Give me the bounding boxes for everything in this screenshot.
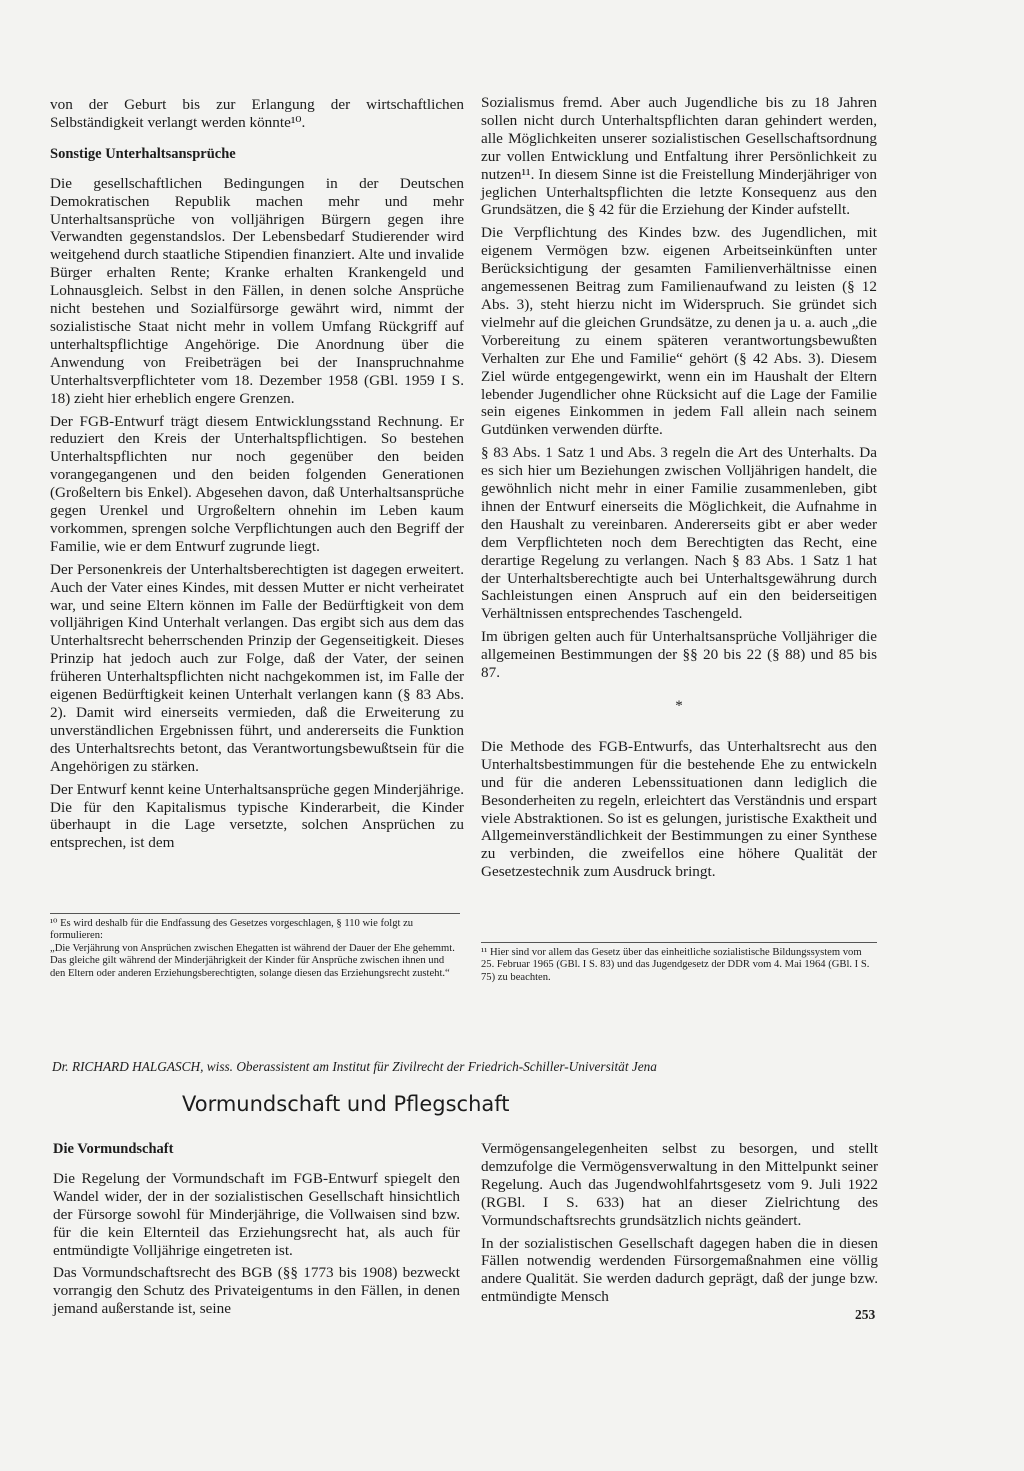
footnote-10-quote: „Die Verjährung von Ansprüchen zwischen Ehegatten ist während der Dauer der Ehe gehemmt. Das gleiche gilt während der Minderjährigkeit der Kinder für Ansprüche zwischen ihnen und den Eltern oder anderen Erziehungsberechtigten, solange diesen das Erziehungsrecht zusteht.“ bbox=[50, 942, 455, 979]
footnote-11-text: ¹¹ Hier sind vor allem das Gesetz über das einheitliche sozialistische Bildungssystem vom 25. Februar 1965 (GBl. I S. 83) und das Jugendgesetz der DDR vom 4. Mai 1964 (GBl. I S. 75) zu beachten. bbox=[481, 947, 870, 983]
left-paragraph-3: Der Personenkreis der Unterhaltsberechtigten ist dagegen erweitert. Auch der Vater eines Kindes, mit dessen Mutter er nicht verheiratet war, und seine Eltern können im Falle der Bedürftigkeit von dem volljährigen Kind Unterhalt verlangen. Das ergibt sich aus dem das Unterhaltsrecht beherrschenden Prinzip der Gegenseitigkeit. Dieses Prinzip hat jedoch auch zur Folge, daß der Vater, der seinen früheren Unterhaltspflichten nicht nachgekommen ist, im Falle der eigenen Bedürftigkeit keinen Unterhalt verlangen kann (§ 83 Abs. 2). Damit wird einerseits vermieden, daß die Erweiterung zu unverständlichen Ergebnissen führt, und andererseits die Funktion des Unterhaltsrechts betont, das Verantwortungsbewußtsein für die Angehörigen zu stärken. bbox=[50, 560, 464, 775]
left-paragraph-2: Der FGB-Entwurf trägt diesem Entwicklungsstand Rechnung. Er reduziert den Kreis der Unterhaltspflichtigen. So bestehen Unterhaltspflichten nur noch gegenüber den beiden vorangegangenen und den beiden folgenden Generationen (Großeltern bis Enkel). Abgesehen davon, daß Unterhaltsansprüche gegen Urenkel und Urgroßeltern ohnehin im Leben kaum vorkommen, sprengen solche Verpflichtungen auch den Begriff der Familie, wie er dem Entwurf zugrunde liegt. bbox=[50, 412, 464, 555]
author-byline: Dr. RICHARD HALGASCH, wiss. Oberassistent am Institut für Zivilrecht der Friedrich-Schiller-Universität Jena bbox=[52, 1059, 657, 1074]
article-left-paragraph-1: Die Regelung der Vormundschaft im FGB-Entwurf spiegelt den Wandel wider, der in der sozialistischen Gesellschaft hinsichtlich der Fürsorge sowohl für Minderjährige, die Vollwaisen sind bzw. für die kein Elternteil das Erziehungsrecht hat, als auch für entmündigte Volljährige eingetreten ist. bbox=[53, 1169, 460, 1259]
left-column bbox=[50, 96, 464, 857]
footnote-11 bbox=[481, 942, 877, 984]
article-right-column bbox=[481, 1140, 878, 1311]
section-separator: * bbox=[675, 698, 683, 714]
right-paragraph-2: Die Verpflichtung des Kindes bzw. des Jugendlichen, mit eigenem Vermögen bzw. eigenen Arbeitseinkünften unter Berücksichtigung der gesamten Familienverhältnisse einen angemessenen Beitrag zum Familienaufwand zu leisten (§ 12 Abs. 3), steht hierzu nicht im Widerspruch. Sie gründet sich vielmehr auf die gleichen Grundsätze, zu denen ja u. a. auch „die Vorbereitung zu einem späteren verantwortungsbewußten Verhalten zur Ehe und Familie“ gehört (§ 42 Abs. 3). Diesem Ziel würde entgegengewirkt, wenn ein im Haushalt der Eltern lebender Jugendlicher ohne Rücksicht auf die Lage der Familie sein eigenes Einkommen in jedem Fall allein nach seinem Gutdünken verwenden dürfte. bbox=[481, 224, 877, 439]
right-closing-paragraph: Die Methode des FGB-Entwurfs, das Unterhaltsrecht aus den Unterhaltsbestimmungen für die bestehende Ehe zu entwickeln und für die anderen Lebenssituationen dann lediglich die Besonderheiten zu regeln, erleichtert das Verständnis und erspart viele Abstraktionen. So ist es gelungen, juristische Exaktheit und Allgemeinverständlichkeit der Bestimmungen zu einer Synthese zu verbinden, die zweifellos eine höhere Qualität der Gesetzestechnik zum Ausdruck bringt. bbox=[481, 737, 877, 881]
footnote-10-intro: ¹⁰ Es wird deshalb für die Endfassung des Gesetzes vorgeschlagen, § 110 wie folgt zu formulieren: bbox=[50, 918, 414, 942]
footnote-10 bbox=[50, 913, 460, 980]
left-paragraph-1: Die gesellschaftlichen Bedingungen in der Deutschen Demokratischen Republik machen mehr und mehr Unterhaltsansprüche von volljährigen Bürgern gegen ihre Verwandten gegenstandslos. Der Lebensbedarf Studierender wird weitgehend durch staatliche Stipendien finanziert. Alte und invalide Bürger erhalten Rente; Kranke erhalten Krankengeld und Lohnausgleich. Selbst in den Fällen, in denen solche Ansprüche nicht bestehen und Sozialfürsorge gewährt wird, nimmt der sozialistische Staat nicht mehr in vollem Umfang Rückgriff auf unterhaltspflichtige Angehörige. Die Anordnung über die Anwendung von Freibeträgen bei der Inanspruchnahme Unterhaltsverpflichteter vom 18. Dezember 1958 (GBl. 1959 I S. 18) zieht hier erheblich engere Grenzen. bbox=[50, 174, 464, 407]
right-paragraph-3: § 83 Abs. 1 Satz 1 und Abs. 3 regeln die Art des Unterhalts. Da es sich hier um Beziehungen zwischen Volljährigen handelt, die gewöhnlich nicht mehr in einer Familie zusammenleben, gibt ihnen der Entwurf einerseits die Möglichkeit, die Aufnahme in den Haushalt zu vereinbaren. Andererseits gibt er aber weder dem Verpflichteten noch dem Berechtigten das Recht, eine derartige Regelung zu verlangen. Nach § 83 Abs. 1 Satz 1 hat der Unterhaltsberechtigte auch bei Unterhaltsgewährung durch Sachleistungen einen Anspruch auf ein den beiderseitigen Verhältnissen entsprechendes Taschengeld. bbox=[481, 444, 877, 623]
right-column bbox=[481, 94, 877, 886]
right-paragraph-4: Im übrigen gelten auch für Unterhaltsansprüche Volljähriger die allgemeinen Bestimmungen der §§ 20 bis 22 (§ 88) und 85 bis 87. bbox=[481, 628, 877, 682]
right-paragraph-1: Sozialismus fremd. Aber auch Jugendliche bis zu 18 Jahren sollen nicht durch Unterhaltspflichten daran gehindert werden, alle Möglichkeiten unserer sozialistischen Gesellschaftsordnung zur vollen Entwicklung und Entfaltung ihrer Persönlichkeit zu nutzen¹¹. In diesem Sinne ist die Freistellung Minderjähriger von jeglichen Unterhaltspflichten die letzte Konsequenz aus den Grundsätzen, die § 42 für die Erziehung der Kinder aufstellt. bbox=[481, 94, 877, 219]
article-left-column bbox=[53, 1141, 460, 1323]
article-right-paragraph-1: Vermögensangelegenheiten selbst zu besorgen, und stellt demzufolge die Vermögensverwaltung in den Mittelpunkt seiner Regelung. Auch das Jugendwohlfahrtsgesetz vom 9. Juli 1922 (RGBl. I S. 633) hat an dieser Zielrichtung des Vormundschaftsrechts grundsätzlich nichts geändert. bbox=[481, 1140, 878, 1229]
article-left-paragraph-2: Das Vormundschaftsrecht des BGB (§§ 1773 bis 1908) bezweckt vorrangig den Schutz des Privateigentums in den Fällen, in denen jemand außerstande ist, seine bbox=[53, 1264, 460, 1318]
page-number: 253 bbox=[855, 1307, 876, 1322]
section-heading: Sonstige Unterhaltsansprüche bbox=[50, 145, 236, 162]
article-right-paragraph-2: In der sozialistischen Gesellschaft dagegen haben die in diesen Fällen notwendig werdenden Fürsorgemaßnahmen eine völlig andere Qualität. Sie werden dadurch geprägt, daß der junge bzw. entmündigte Mensch bbox=[481, 1234, 878, 1306]
left-opening-paragraph: von der Geburt bis zur Erlangung der wirtschaftlichen Selbständigkeit verlangt werden könnte¹⁰. bbox=[50, 96, 464, 131]
article-title: Vormundschaft und Pflegschaft bbox=[182, 1092, 510, 1116]
article-subheading: Die Vormundschaft bbox=[53, 1141, 174, 1157]
left-paragraph-4: Der Entwurf kennt keine Unterhaltsansprüche gegen Minderjährige. Die für den Kapitalismus typische Kinderarbeit, die Kinder überhaupt in die Lage versetzte, solchen Ansprüchen zu entsprechen, ist dem bbox=[50, 780, 464, 852]
